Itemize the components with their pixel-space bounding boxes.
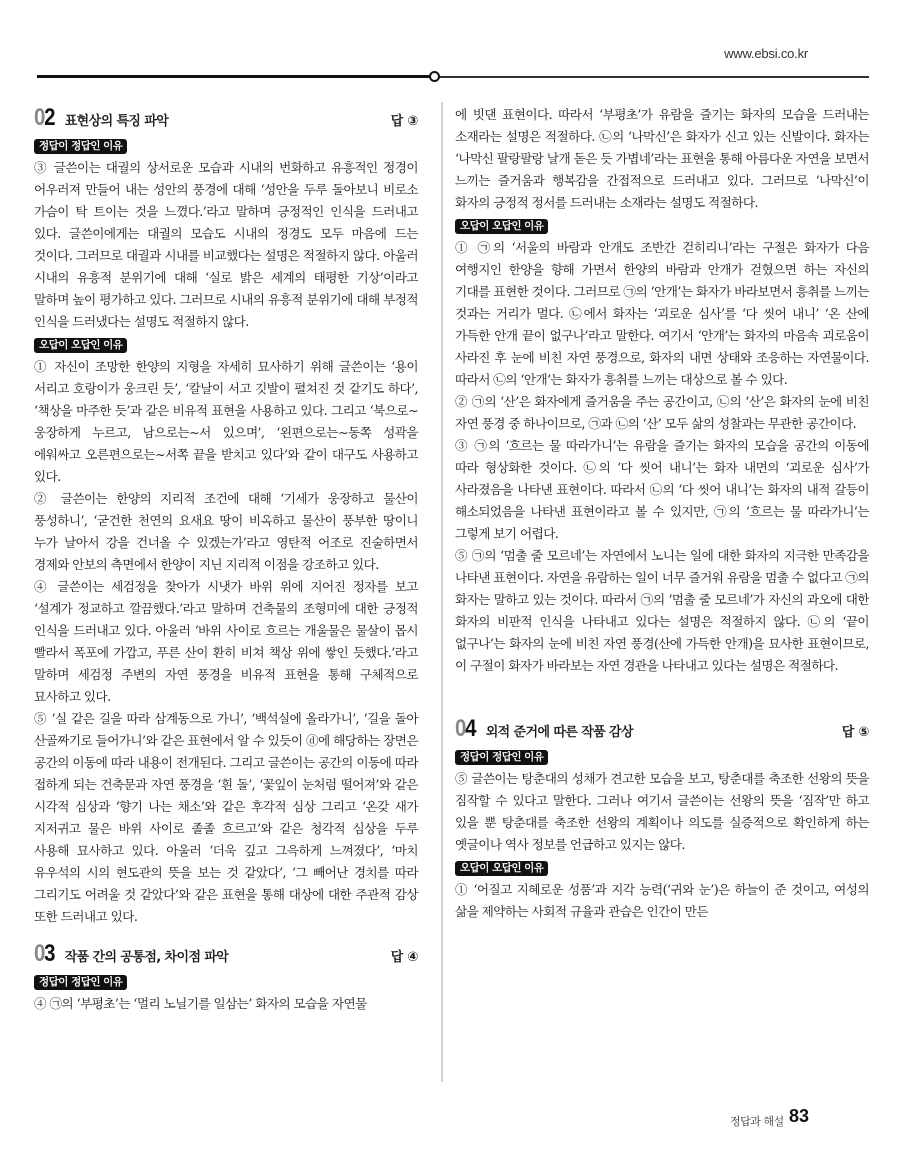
wrong-reason-item: ⑤ ‘실 같은 길을 따라 삼계동으로 가니’, ‘백석실에 올라가니’, ‘길을 돌아 산골짜기로 들어가니’와 같은 표현에서 알 수 있듯이 ⓓ에 해당하는 장면은 공간의 이동에 따라 내용이 전개된다. 그리고 글쓴이는 공간의 이동에 따라 접하게 되는 건축문과 자연 풍경을 ‘흰 돌’, ‘꽃잎이 눈처럼 떨어져’와 같은 시각적 심상과 ‘향기 나는 채소’와 같은 후각적 심상 그리고 ‘온갖 새가 지저귀고 물은 바위 사이로 졸졸 흐르고’와 같은 청각적 심상을 두루 사용해 묘사하고 있다. 아울러 ‘더욱 깊고 그윽하게 느껴졌다’, ‘마치 유우석의 시의 현도관의 뜻을 보는 것 같았다’, ‘그 빼어난 경치를 따라 그리기도 어려울 것 같았다’와 같은 표현을 통해 대상에 대한 주관적 감상 또한 드러내고 있다.: [34, 711, 418, 924]
correct-reason-text: ⑤ 글쓴이는 탕춘대의 성채가 견고한 모습을 보고, 탕춘대를 축조한 선왕의 뜻을 짐작할 수 있다고 말한다. 그러나 여기서 글쓴이는 선왕의 뜻을 ‘짐작’만 하고 있을 뿐 탕춘대를 축조한 선왕의 계획이나 의도를 실증적으로 확인하게 하는 옛글이나 역사 정보를 언급하고 있지는 않다.: [455, 771, 869, 852]
correct-reason-text: ③ 글쓴이는 대궐의 상서로운 모습과 시내의 번화하고 유흥적인 정경이 어우러져 만들어 내는 성안의 풍경에 대해 ‘성안을 두루 돌아보니 비로소 가슴이 탁 트이는 것을 느꼈다.’라고 말하며 긍정적인 인식을 드러내고 있다. 글쓴이에게는 대궐의 모습도 시내의 정경도 모두 마음에 드는 것이다. 그러므로 대궐과 시내를 비교했다는 설명은 적절하지 않다. 아울러 시내의 유흥적 분위기에 대해 ‘실로 밝은 세계의 태평한 기상’이라고 말하며 높이 평가하고 있다. 그러므로 시내의 유흥적 분위기에 대해 부정적 인식을 드러냈다는 설명도 적절하지 않다.: [34, 160, 418, 329]
section-answer: 답 ⑤: [841, 725, 869, 740]
wrong-reason-item: ① ㉠의 ‘서울의 바람과 안개도 조반간 걷히리니’라는 구절은 화자가 다음 여행지인 한양을 향해 가면서 한양의 바람과 안개가 걷혔으면 하는 자신의 기대를 표현한 것이다. 그러므로 ㉠의 ‘안개’는 화자가 바라보면서 흥취를 느끼는 것과는 거리가 멀다. ㉡에서 화자는 ‘괴로운 심사’를 ‘다 씻어 내니’ ‘온 산에 가득한 안개 끝이 없구나’라고 말한다. 여기서 ‘안개’는 화자의 마음속 괴로움이 사라진 후 눈에 비친 자연 풍경으로, 화자의 내면 상태와 조응하는 자연물이다. 따라서 ㉡의 ‘안개’는 화자가 흥취를 느끼는 대상으로 볼 수 있다.: [455, 240, 869, 387]
footer-label: 정답과 해설: [730, 1115, 784, 1128]
section-answer: 답 ③: [390, 114, 418, 129]
wrong-reason-item: ① 자신이 조망한 한양의 지형을 자세히 묘사하기 위해 글쓴이는 ‘용이 서리고 호랑이가 웅크린 듯’, ‘칼날이 서고 깃발이 펼쳐진 것 같기도 하다’, ‘책상을 마주한 듯’과 같은 비유적 표현을 사용하고 있다. 그리고 ‘북으로∼웅장하게 누르고, 남으로는∼서 있으며’, ‘왼편으로는∼동쪽 성곽을 에워싸고 오른편으로는∼서쪽 끝을 받치고 있다’와 같이 대구도 사용하고 있다.: [34, 359, 418, 484]
correct-reason-tag: 정답이 정답인 이유: [34, 139, 127, 154]
section-04-header: [455, 715, 869, 741]
wrong-reason-item: ② 글쓴이는 한양의 지리적 조건에 대해 ‘기세가 웅장하고 물산이 풍성하니’, ‘굳건한 천연의 요새요 땅이 비옥하고 물산이 풍부한 땅이니 누가 날아서 강을 건너올 수 있겠는가’라고 영탄적 어조로 진술하면서 경제와 안보의 측면에서 한양이 지닌 지리적 이점을 강조하고 있다.: [34, 491, 418, 572]
wrong-reason-item: ② ㉠의 ‘산’은 화자에게 즐거움을 주는 공간이고, ㉡의 ‘산’은 화자의 눈에 비친 자연 풍경 중 하나이므로, ㉠과 ㉡의 ‘산’ 모두 삶의 성찰과는 무관한 공간이다.: [455, 394, 869, 431]
correct-reason-text-continued: 에 빗댄 표현이다. 따라서 ‘부평초’가 유람을 즐기는 화자의 모습을 드러내는 소재라는 설명은 적절하다. ㉡의 ‘나막신’은 화자가 신고 있는 신발이다. 화자는 ‘나막신 팔랑팔랑 날개 돋은 듯 가볍네’라는 표현을 통해 아름다운 자연을 보면서 느끼는 즐거움과 행복감을 간접적으로 드러내고 있다. 그러므로 ‘나막신’이 화자의 긍정적 정서를 드러내는 소재라는 설명도 적절하다.: [455, 107, 869, 210]
correct-reason-tag: 정답이 정답인 이유: [34, 975, 127, 990]
correct-reason-tag: 정답이 정답인 이유: [455, 750, 548, 765]
wrong-reason-tag: 오답이 오답인 이유: [34, 338, 127, 353]
correct-reason-text: ④ ㉠의 ‘부평초’는 ‘멀리 노닐기를 일삼는’ 화자의 모습을 자연물: [34, 996, 367, 1011]
page-number: 83: [789, 1106, 810, 1126]
wrong-reason-tag: 오답이 오답인 이유: [455, 861, 548, 876]
section-title: 외적 준거에 따른 작품 감상: [485, 725, 633, 740]
left-column: [34, 104, 418, 1015]
right-column: [455, 104, 869, 923]
wrong-reason-item: ③ ㉠의 ‘흐르는 물 따라가니’는 유람을 즐기는 화자의 모습을 공간의 이동에 따라 형상화한 것이다. ㉡의 ‘다 씻어 내니’는 화자 내면의 ‘괴로운 심사’가 사라졌음을 나타낸 표현이다. 따라서 ㉡의 ‘다 씻어 내니’는 화자의 내적 갈등이 해소되었음을 나타낸 표현이라고 볼 수 있지만, ㉠의 ‘흐르는 물 따라가니’는 그렇게 보기 어렵다.: [455, 438, 869, 541]
section-03-header: [34, 940, 418, 966]
column-divider: [441, 102, 443, 1082]
section-title: 작품 간의 공통점, 차이점 파악: [64, 950, 229, 965]
header-rule-left: [37, 75, 433, 78]
site-url: www.ebsi.co.kr: [724, 46, 808, 61]
wrong-reason-item: ⑤ ㉠의 ‘멈출 줄 모르네’는 자연에서 노니는 일에 대한 화자의 지극한 만족감을 나타낸 표현이다. 자연을 유람하는 일이 너무 즐거워 유람을 멈출 수 없다고 ㉠의 화자는 말하고 있는 것이다. 따라서 ㉠의 ‘멈출 줄 모르네’가 자신의 과오에 대한 화자의 비판적 인식을 나타내고 있다는 설명은 적절하지 않다. ㉡의 ‘끝이 없구나’는 화자의 눈에 비친 자연 풍경(산에 가득한 안개)을 묘사한 표현이므로, 이 구절이 화자가 바라보는 자연 경관을 나타내고 있다는 설명은 적절하다.: [455, 548, 869, 673]
wrong-reason-text: ① ‘어질고 지혜로운 성품’과 지각 능력(‘귀와 눈’)은 하늘이 준 것이고, 여성의 삶을 제약하는 사회적 규율과 관습은 인간이 만든: [455, 882, 869, 919]
section-02-header: [34, 104, 418, 130]
section-title: 표현상의 특징 파악: [64, 114, 169, 129]
header-rule-dot: [429, 71, 440, 82]
header-rule-right: [437, 76, 869, 78]
section-number: 04: [455, 715, 476, 742]
section-number: 03: [34, 940, 55, 967]
wrong-reason-item: ④ 글쓴이는 세검정을 찾아가 시냇가 바위 위에 지어진 정자를 보고 ‘설계가 정교하고 깔끔했다.’라고 말하며 건축물의 조형미에 대한 긍정적 인식을 드러내고 있다. 아울러 ‘바위 사이로 흐르는 개울물은 물살이 몹시 빨라서 폭포에 가깝고, 푸른 산이 환히 비쳐 책상 위에 쌓인 듯했다.’라고 말하며 세검정 주변의 자연 풍경을 비유적 표현을 통해 구체적으로 묘사하고 있다.: [34, 579, 418, 704]
section-answer: 답 ④: [390, 950, 418, 965]
wrong-reason-tag: 오답이 오답인 이유: [455, 219, 548, 234]
section-number: 02: [34, 104, 55, 131]
